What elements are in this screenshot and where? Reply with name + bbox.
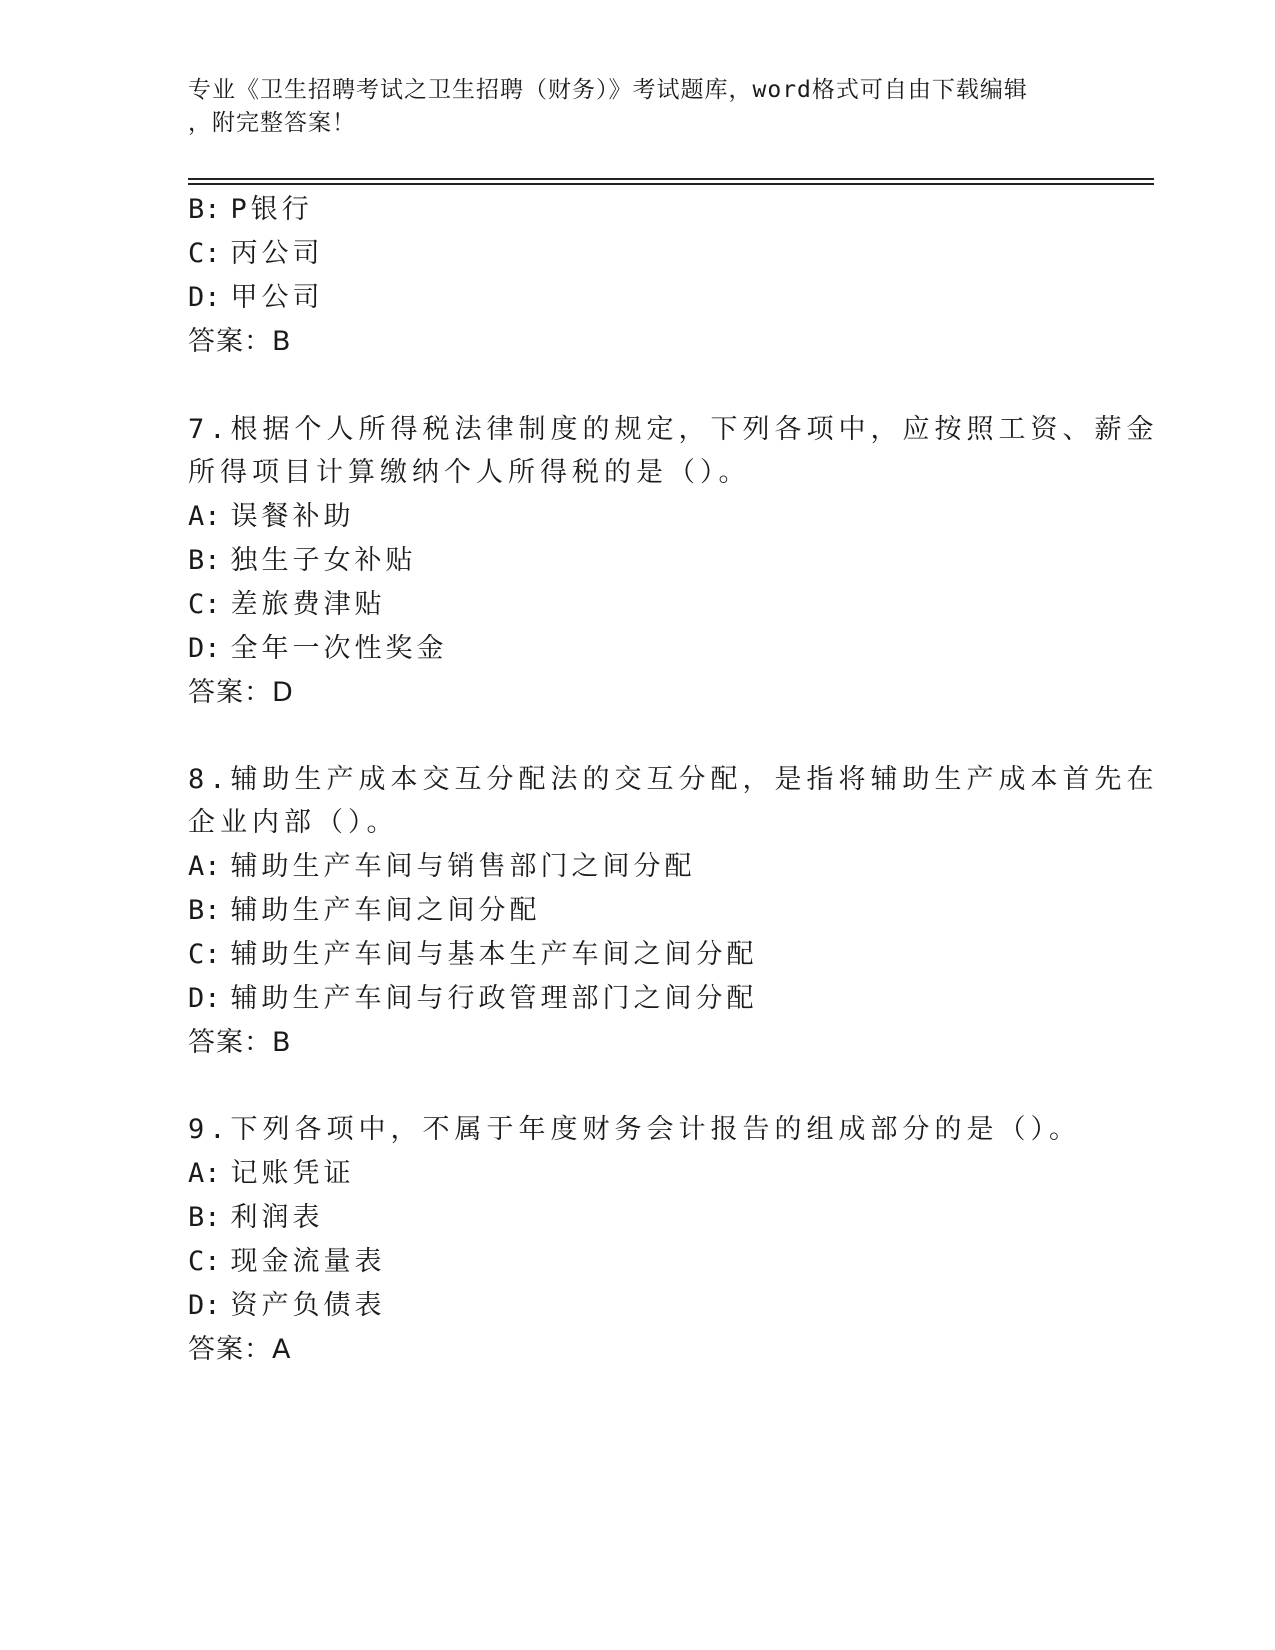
option-label: D: xyxy=(188,633,221,664)
option-label: A: xyxy=(188,1158,221,1189)
q7-stem-line-1: 7.根据个人所得税法律制度的规定，下列各项中，应按照工资、薪金 xyxy=(188,414,1159,445)
option-label: D: xyxy=(188,282,221,313)
option-text: 差旅费津贴 xyxy=(230,589,386,620)
header-line-2: ，附完整答案！ xyxy=(188,110,356,136)
header-divider-bottom xyxy=(188,183,1154,185)
q8-option-c xyxy=(188,938,758,972)
option-label: D: xyxy=(188,983,221,1014)
q7-option-a xyxy=(188,500,355,534)
option-label: A: xyxy=(188,851,221,882)
option-text: 辅助生产车间与基本生产车间之间分配 xyxy=(230,939,758,970)
q8-answer: 答案：B xyxy=(188,1027,292,1058)
option-text: P银行 xyxy=(230,194,313,225)
option-label: A: xyxy=(188,501,221,532)
option-text: 辅助生产车间与销售部门之间分配 xyxy=(230,851,696,882)
q7-option-b xyxy=(188,544,417,578)
q9-answer: 答案：A xyxy=(188,1334,292,1365)
q6-option-c xyxy=(188,237,324,271)
q8-option-a xyxy=(188,850,696,884)
q6-option-b xyxy=(188,193,313,227)
option-text: 辅助生产车间之间分配 xyxy=(230,895,541,926)
q7-option-d xyxy=(188,632,448,666)
q9-option-c xyxy=(188,1245,386,1279)
q6-answer: 答案：B xyxy=(188,326,292,357)
q8-stem-line-2: 企业内部（）。 xyxy=(188,807,399,838)
option-text: 记账凭证 xyxy=(230,1158,355,1189)
option-text: 利润表 xyxy=(230,1202,324,1233)
option-label: B: xyxy=(188,194,221,225)
q7-option-c xyxy=(188,588,386,622)
option-text: 丙公司 xyxy=(230,238,324,269)
q8-option-b xyxy=(188,894,541,928)
q6-option-d xyxy=(188,281,324,315)
option-label: B: xyxy=(188,545,221,576)
option-text: 辅助生产车间与行政管理部门之间分配 xyxy=(230,983,758,1014)
q9-option-d xyxy=(188,1289,386,1323)
q9-option-a xyxy=(188,1157,355,1191)
document-header xyxy=(188,74,1088,140)
q9-stem-line-1: 9.下列各项中，不属于年度财务会计报告的组成部分的是（）。 xyxy=(188,1114,1082,1145)
option-label: C: xyxy=(188,238,221,269)
option-label: C: xyxy=(188,1246,221,1277)
q9-option-b xyxy=(188,1201,324,1235)
option-label: D: xyxy=(188,1290,221,1321)
q8-option-d xyxy=(188,982,758,1016)
option-text: 独生子女补贴 xyxy=(230,545,417,576)
header-line-1: 专业《卫生招聘考试之卫生招聘（财务）》考试题库，word格式可自由下载编辑 xyxy=(188,77,1028,103)
option-label: C: xyxy=(188,589,221,620)
option-label: C: xyxy=(188,939,221,970)
option-label: B: xyxy=(188,895,221,926)
q7-answer: 答案：D xyxy=(188,677,294,708)
option-text: 现金流量表 xyxy=(230,1246,386,1277)
option-text: 资产负债表 xyxy=(230,1290,386,1321)
option-text: 全年一次性奖金 xyxy=(230,633,448,664)
q8-stem-line-1: 8.辅助生产成本交互分配法的交互分配，是指将辅助生产成本首先在 xyxy=(188,764,1159,795)
q7-stem-line-2: 所得项目计算缴纳个人所得税的是（）。 xyxy=(188,457,751,488)
header-divider-top xyxy=(188,178,1154,180)
option-text: 甲公司 xyxy=(230,282,324,313)
option-text: 误餐补助 xyxy=(230,501,355,532)
option-label: B: xyxy=(188,1202,221,1233)
